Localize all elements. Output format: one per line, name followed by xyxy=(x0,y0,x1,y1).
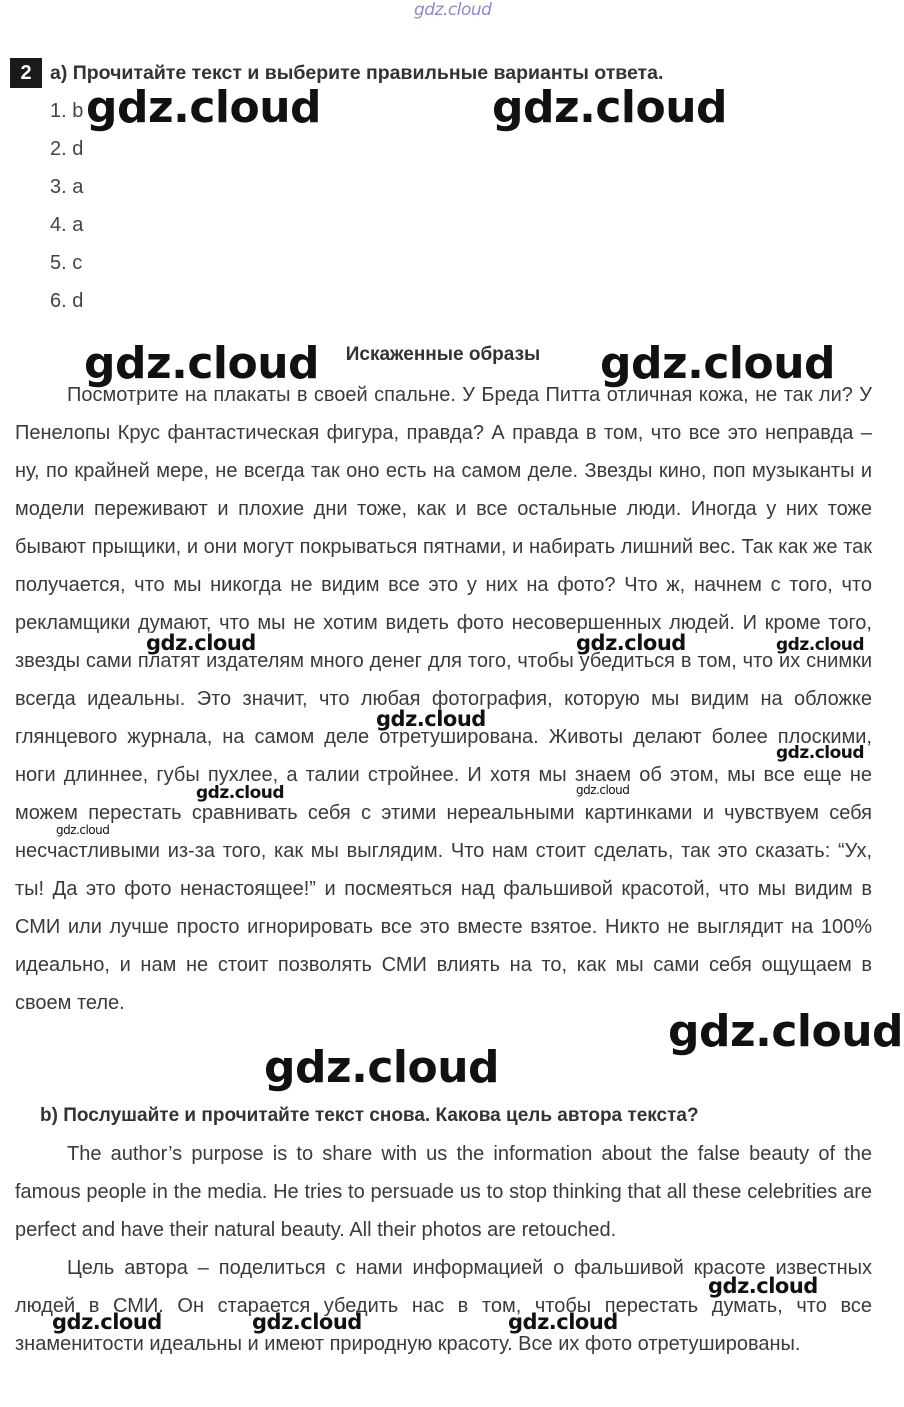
watermark: gdz.cloud xyxy=(508,1310,618,1334)
watermark: gdz.cloud xyxy=(146,631,256,655)
watermark: gdz.cloud xyxy=(776,743,865,763)
answer-item: 1. b xyxy=(50,100,84,122)
text-body: Посмотрите на плакаты в своей спальне. У Бреда Питта отличная кожа, не так ли? У Пенелопы Крус фантастическая фигура, правда? А правда в том, что все это неправда – ну, по крайней мере, не всегда так оно есть на самом деле. Звезды кино, поп музыканты и модели переживают и плохие дни тоже, как и все остальные люди. Иногда у них тоже бывают прыщики, и они могут покрываться пятнами, и набирать лишний вес. Так как же так получается, что мы никогда не видим все это у них на фото? Что ж, начнем с того, что рекламщики думают, что мы не хотим видеть фото несовершенных людей. И кроме того, звезды сами платят издателям много денег для того, чтобы убедиться в том, что их снимки всегда идеальны. Это значит, что любая фотография, которую мы видим на обложке глянцевого журнала, на самом деле отретуширована. Животы делают более плоскими, ноги длиннее, губы пухлее, а талии стройнее. И хотя мы знаем об этом, мы все еще не можем перестать сравнивать себя с этими нереальными картинками и чувствуем себя несчастливыми из-за того, как мы выглядим. Что нам стоит сделать, так это сказать: “Ух, ты! Да это фото ненастоящее!” и посмеяться над фальшивой красотой, что мы видим в СМИ или лучше просто игнорировать все это вместе взятое. Никто не выглядит на 100% идеально, и нам не стоит позволять СМИ влиять на то, как мы сами себя ощущаем в своем теле. xyxy=(15,384,872,1014)
watermark: gdz.cloud xyxy=(56,823,110,837)
answers-list xyxy=(50,92,83,320)
answer-item: 4. a xyxy=(50,214,84,236)
watermark: gdz.cloud xyxy=(668,1006,904,1057)
part-a-heading: a) Прочитайте текст и выберите правильные варианты ответа. xyxy=(50,62,664,84)
answer-b-english: The author’s purpose is to share with us the information about the false beauty of the famous people in the media. He tries to persuade us to stop thinking that all these celebrities are perfect and have their natural beauty. All their photos are retouched. xyxy=(15,1143,872,1241)
watermark: gdz.cloud xyxy=(264,1042,500,1093)
watermark-top: gdz.cloud xyxy=(414,0,492,20)
answer-item: 2. d xyxy=(50,138,84,160)
exercise-number: 2 xyxy=(10,58,42,88)
watermark: gdz.cloud xyxy=(576,631,686,655)
watermark: gdz.cloud xyxy=(776,635,865,655)
watermark: gdz.cloud xyxy=(86,82,322,133)
answer-b-russian: Цель автора – поделиться с нами информацией о фальшивой красоте известных людей в СМИ. Он старается убедить нас в том, чтобы перестать думать, что все знаменитости идеальны и имеют природную красоту. Все их фото отретушированы. xyxy=(15,1257,872,1355)
part-b-heading: b) Послушайте и прочитайте текст снова. Какова цель автора текста? xyxy=(40,1105,699,1126)
watermark: gdz.cloud xyxy=(84,338,320,389)
watermark: gdz.cloud xyxy=(600,338,836,389)
watermark: gdz.cloud xyxy=(492,82,728,133)
watermark: gdz.cloud xyxy=(196,783,285,803)
watermark: gdz.cloud xyxy=(52,1310,162,1334)
answer-item: 5. c xyxy=(50,252,83,274)
watermark: gdz.cloud xyxy=(708,1274,818,1298)
answer-item: 6. d xyxy=(50,290,84,312)
watermark: gdz.cloud xyxy=(252,1310,362,1334)
text-title: Искаженные образы xyxy=(345,344,541,365)
answer-item: 3. a xyxy=(50,176,84,198)
watermark: gdz.cloud xyxy=(376,707,486,731)
watermark: gdz.cloud xyxy=(576,783,630,797)
